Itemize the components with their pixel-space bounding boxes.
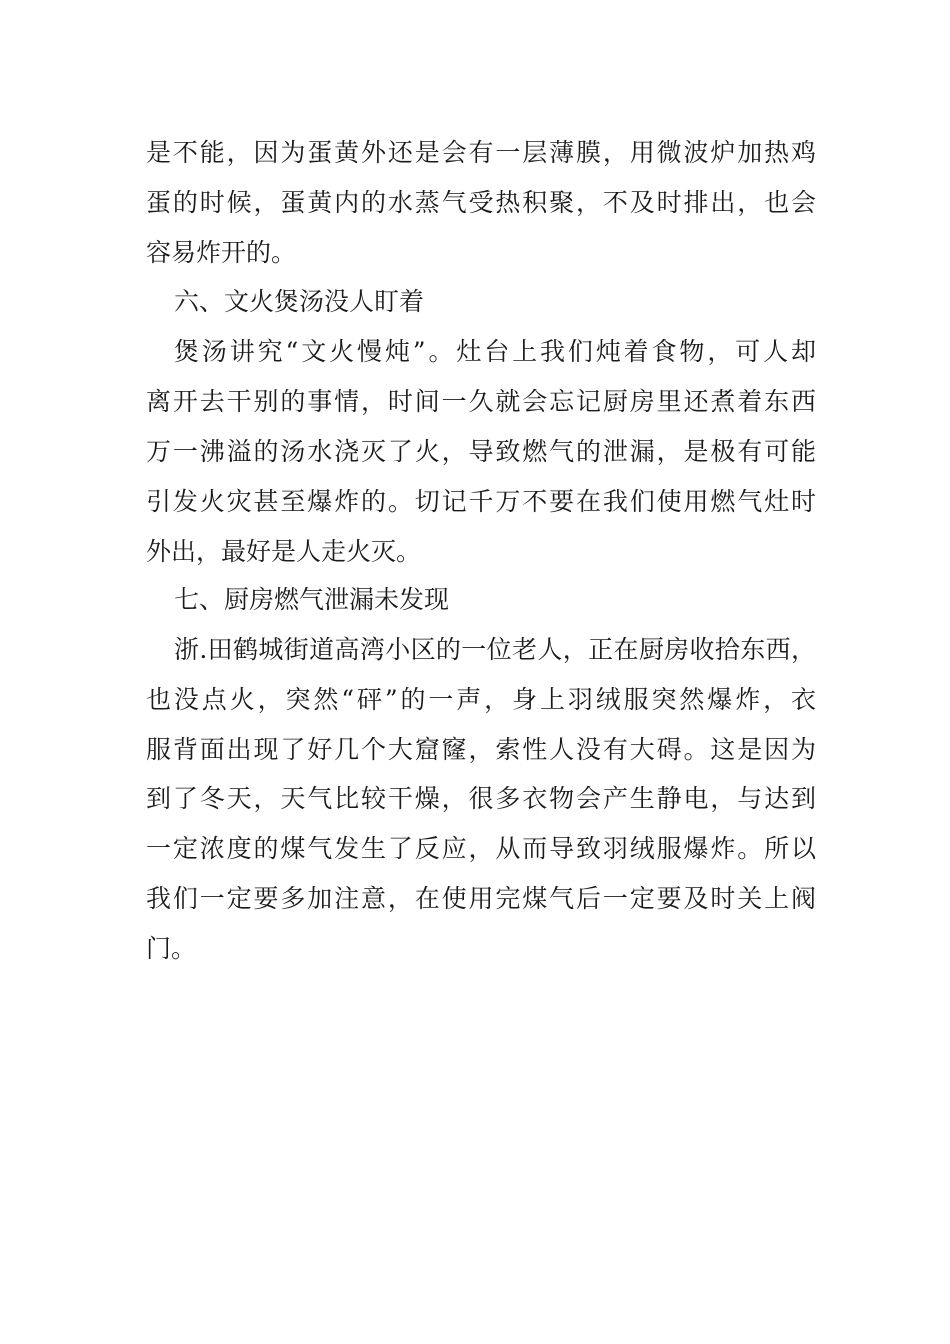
paragraph-line: 也没点火，突然“砰”的一声，身上羽绒服突然爆炸，衣	[146, 685, 816, 714]
paragraph-line: 是不能，因为蛋黄外还是会有一层薄膜，用微波炉加热鸡	[146, 138, 816, 167]
section-heading-six: 六、文火煲汤没人盯着	[174, 287, 425, 316]
paragraph-line: 一定浓度的煤气发生了反应，从而导致羽绒服爆炸。所以	[146, 834, 816, 863]
paragraph-line: 我们一定要多加注意，在使用完煤气后一定要及时关上阀	[146, 884, 816, 913]
paragraph-line: 浙.田鹤城街道高湾小区的一位老人，正在厨房收拾东西，	[174, 635, 816, 664]
paragraph-line: 煲汤讲究“文火慢炖”。灶台上我们炖着食物，可人却	[174, 337, 816, 366]
paragraph-line: 到了冬天，天气比较干燥，很多衣物会产生静电，与达到	[146, 784, 816, 813]
paragraph-line: 离开去干别的事情，时间一久就会忘记厨房里还煮着东西	[146, 387, 816, 416]
paragraph-line: 引发火灾甚至爆炸的。切记千万不要在我们使用燃气灶时	[146, 487, 816, 516]
paragraph-line: 容易炸开的。	[146, 238, 297, 267]
paragraph-line: 门。	[146, 934, 197, 963]
section-heading-seven: 七、厨房燃气泄漏未发现	[174, 585, 450, 614]
paragraph-line: 万一沸溢的汤水浇灭了火，导致燃气的泄漏，是极有可能	[146, 437, 816, 466]
paragraph-line: 外出，最好是人走火灭。	[146, 537, 422, 566]
paragraph-line: 服背面出现了好几个大窟窿，索性人没有大碍。这是因为	[146, 735, 816, 764]
paragraph-line: 蛋的时候，蛋黄内的水蒸气受热积聚，不及时排出，也会	[146, 188, 816, 217]
